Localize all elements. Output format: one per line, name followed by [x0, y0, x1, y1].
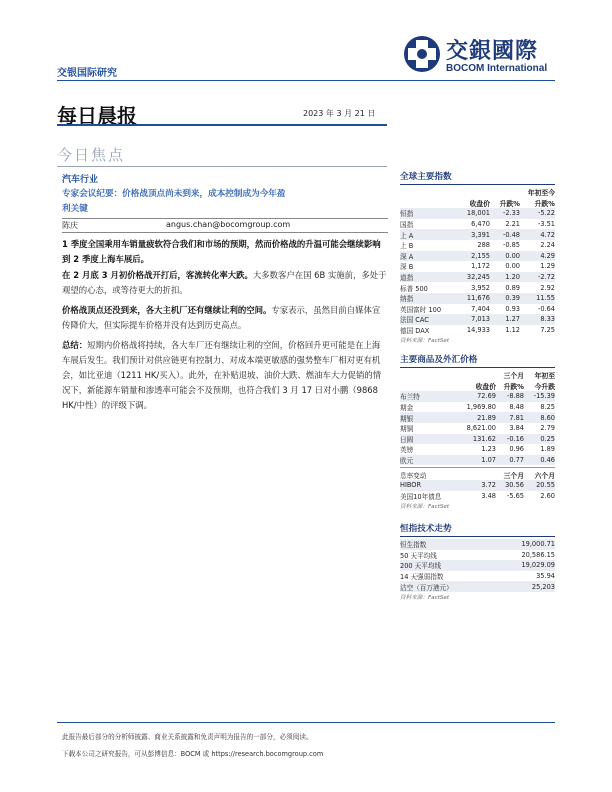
index-row	[400, 272, 555, 283]
commodity-ytd: 0.25	[524, 434, 555, 445]
table-header-row	[400, 381, 555, 392]
col-header: 升跌%	[534, 199, 555, 208]
rate-close: 3.72	[452, 480, 496, 491]
index-name: 恒指	[400, 208, 452, 219]
index-close: 18,001	[452, 208, 490, 219]
paragraph-lead: 价格战顶点还没到来，各大主机厂还有继续让利的空间。	[62, 305, 272, 315]
byline-top-divider	[62, 218, 388, 219]
technical-value: 25,203	[495, 581, 555, 592]
col-header: 年初至今	[527, 189, 555, 198]
commodity-3m-change: 8.48	[509, 403, 524, 412]
paragraph-text: 短期内价格战将持续，各大车厂还有继续让利的空间，价格回升更可能是在上海车展后发生。我们预计对供应链更有控制力、对成本端更敏感的强势整车厂相对更有机会，如比亚迪（1211 HK/买入）。此外，在补贴退坡、油价大跌、燃油车大力促销的情况下，新能源车销量和渗透率可能会不及预期，也符合我们 3 月 17 日对小鹏（9868 HK/中性）的评级下调。	[62, 340, 382, 410]
index-ytd: -3.51	[537, 220, 555, 229]
report-date: 2023 年 3 月 21 日	[303, 109, 376, 118]
index-ytd: 2.24	[540, 241, 555, 250]
source-note: 资料来源：FactSet	[400, 594, 450, 601]
footer-disclaimer: 此报告最后部分的分析师披露、商业关系披露和免责声明为报告的一部分，必须阅读。	[62, 733, 313, 741]
index-name: 上 A	[400, 229, 452, 240]
article-paragraph	[62, 303, 388, 333]
index-close: 32,245	[452, 272, 490, 283]
commodity-3m-change: 3.84	[509, 424, 524, 433]
commodity-name: 英镑	[400, 446, 414, 455]
commodity-name: 布兰特	[400, 391, 452, 402]
technical-value: 20,586.15	[521, 550, 555, 559]
index-ytd: -2.72	[520, 272, 555, 283]
commodities-table	[400, 370, 555, 465]
index-name: 国指	[400, 221, 414, 230]
index-close: 1,172	[471, 262, 490, 271]
technical-row	[400, 560, 555, 571]
index-change: 0.39	[490, 293, 520, 304]
rate-name: 美国10年债息	[400, 492, 442, 501]
index-ytd: 4.29	[520, 251, 555, 262]
index-name: 深 B	[400, 263, 414, 272]
bocom-logo-icon	[402, 34, 442, 74]
commodity-name: 期铜	[400, 425, 414, 434]
logo-chinese-name: 交銀國際	[446, 38, 539, 64]
source-note: 资料来源：FactSet	[400, 338, 450, 345]
index-close: 14,933	[466, 326, 490, 335]
index-change: 0.00	[490, 251, 520, 262]
technical-row	[400, 581, 555, 592]
rate-6m-change: 20.55	[524, 480, 555, 491]
index-change: 0.93	[505, 304, 520, 313]
index-change: 0.00	[505, 262, 520, 271]
commodity-row	[400, 455, 555, 466]
index-row	[400, 240, 555, 251]
author-email[interactable]: angus.chan@bocomgroup.com	[166, 220, 291, 229]
commodity-ytd: -15.39	[524, 391, 555, 402]
technical-value: 35.94	[536, 572, 555, 581]
commodity-close: 21.89	[452, 412, 496, 423]
index-row	[400, 208, 555, 219]
index-name: 英国富时 100	[400, 305, 442, 314]
commodity-row	[400, 402, 555, 413]
table-header-row	[400, 469, 555, 480]
index-name: 深 A	[400, 251, 452, 262]
index-row	[400, 314, 555, 325]
global-indices-table	[400, 187, 555, 335]
table-header-row	[400, 187, 555, 198]
commodity-row	[400, 412, 555, 423]
technical-name: 沽空（百万港元）	[400, 581, 495, 592]
author-name: 陈庆	[62, 221, 78, 230]
index-name: 德国 DAX	[400, 327, 430, 336]
index-close: 288	[477, 241, 490, 250]
col-header: 六个月	[534, 471, 555, 480]
index-change: -0.85	[502, 241, 520, 250]
commodity-row	[400, 423, 555, 434]
byline-bottom-divider	[62, 232, 388, 233]
commodity-close: 8,621.00	[466, 424, 496, 433]
research-org: 交银国际研究	[57, 68, 117, 79]
commodity-row	[400, 444, 555, 455]
footer-divider	[57, 722, 555, 723]
col-header: 收盘价	[469, 199, 490, 208]
technical-name: 14 天强弱指数	[400, 573, 444, 582]
index-ytd: -5.22	[520, 208, 555, 219]
index-ytd: 8.33	[520, 314, 555, 325]
table-header-row	[400, 370, 555, 381]
panel-divider	[400, 184, 555, 185]
index-name: 标普 500	[400, 284, 428, 293]
commodities-panel	[400, 353, 555, 510]
commodity-ytd: 2.79	[540, 424, 555, 433]
technical-row	[400, 539, 555, 550]
index-row	[400, 261, 555, 272]
logo-english-name: BOCOM International	[446, 63, 548, 74]
commodity-name: 欧元	[400, 455, 452, 466]
rate-row	[400, 491, 555, 502]
global-indices-title: 全球主要指数	[400, 172, 452, 182]
commodity-ytd: 8.60	[524, 412, 555, 423]
col-header: 年初至	[534, 372, 555, 381]
commodity-3m-change: 0.77	[496, 455, 524, 466]
source-note: 资料来源：FactSet	[400, 504, 450, 511]
section-subtitle: 今日焦点	[57, 146, 126, 164]
index-row	[400, 304, 555, 315]
hsi-technicals-title: 恒指技术走势	[400, 524, 452, 534]
col-header: 三个月	[503, 372, 524, 381]
rate-3m-change: 30.56	[496, 480, 524, 491]
paragraph-lead: 1 季度全国乘用车销量疲软符合我们和市场的预期，然而价格战的升温可能会继续影响到 2 季度上海车展后。	[62, 239, 381, 264]
article-paragraph	[62, 268, 388, 298]
panel-divider	[400, 536, 555, 537]
index-name: 道指	[400, 272, 452, 283]
commodity-row	[400, 391, 555, 402]
technical-row	[400, 571, 555, 582]
table-header-row	[400, 198, 555, 209]
article-paragraph	[62, 338, 388, 413]
index-ytd: 4.72	[520, 229, 555, 240]
commodity-3m-change: -8.88	[496, 391, 524, 402]
commodity-ytd: 1.89	[540, 445, 555, 454]
index-change: 1.27	[490, 314, 520, 325]
index-close: 11,676	[452, 293, 490, 304]
footer-download-note[interactable]: 下载本公司之研究报告，可从彭博信息：BOCM 或 https://research.bocomgroup.com	[62, 750, 324, 758]
technical-value: 19,029.09	[495, 560, 555, 571]
rates-header: 息率变动	[400, 471, 427, 480]
commodity-3m-change: -0.16	[496, 434, 524, 445]
panel-divider	[400, 367, 555, 368]
title-divider	[57, 124, 387, 126]
paragraph-text: 大多数客户在国 6B 实施前，多处于观望的心态，或等待更大的折扣。	[62, 270, 387, 295]
hsi-technicals-panel	[400, 522, 555, 601]
index-close: 3,391	[452, 229, 490, 240]
index-name: 纳指	[400, 293, 452, 304]
index-change: 1.12	[505, 326, 520, 335]
article-sector: 汽车行业	[62, 175, 99, 185]
index-row	[400, 293, 555, 304]
index-name: 上 B	[400, 242, 414, 251]
commodity-row	[400, 434, 555, 445]
col-header: 今升跌	[534, 382, 555, 391]
commodity-3m-change: 0.96	[509, 445, 524, 454]
rates-table	[400, 469, 555, 501]
index-change: -0.48	[490, 229, 520, 240]
index-ytd: -0.64	[537, 304, 555, 313]
technical-name: 200 天平均线	[400, 560, 495, 571]
hsi-technicals-table	[400, 539, 555, 592]
index-ytd: 2.92	[540, 283, 555, 292]
rates-divider	[400, 467, 555, 468]
rate-3m-change: -5.65	[506, 491, 524, 500]
commodity-ytd: 8.25	[540, 403, 555, 412]
commodity-close: 1.07	[452, 455, 496, 466]
paragraph-lead: 总结：	[62, 340, 88, 350]
index-close: 7,013	[452, 314, 490, 325]
index-row	[400, 282, 555, 293]
index-row	[400, 219, 555, 230]
rate-name: HIBOR	[400, 480, 452, 491]
commodity-close: 131.62	[452, 434, 496, 445]
index-change: -2.33	[490, 208, 520, 219]
rate-close: 3.48	[481, 491, 496, 500]
col-header: 升跌%	[499, 199, 520, 208]
global-indices-panel	[400, 170, 555, 344]
index-ytd: 7.25	[540, 326, 555, 335]
rate-row	[400, 480, 555, 491]
subtitle-divider	[57, 166, 387, 167]
index-close: 7,404	[471, 304, 490, 313]
index-change: 0.89	[505, 283, 520, 292]
index-change: 2.21	[505, 220, 520, 229]
technical-row	[400, 550, 555, 561]
commodity-name: 日圆	[400, 434, 452, 445]
index-close: 2,155	[452, 251, 490, 262]
index-change: 1.20	[490, 272, 520, 283]
header-divider	[57, 80, 555, 81]
technical-name: 恒生指数	[400, 539, 495, 550]
commodity-ytd: 0.46	[524, 455, 555, 466]
commodity-close: 72.69	[452, 391, 496, 402]
index-row	[400, 325, 555, 336]
index-row	[400, 229, 555, 240]
paragraph-text: 专家表示，虽然目前自媒体宣传降价大，但实际提车价格并没有达到历史高点。	[62, 305, 381, 330]
article-headline[interactable]: 专家会议纪要：价格战顶点尚未到来，成本控制成为今年盈利关键	[62, 189, 286, 214]
paragraph-lead: 在 2 月底 3 月初价格战开打后，客流转化率大跌。	[62, 270, 253, 280]
index-name: 法国 CAC	[400, 314, 452, 325]
rate-6m-change: 2.60	[540, 491, 555, 500]
commodity-close: 1.23	[481, 445, 496, 454]
commodity-3m-change: 7.81	[496, 412, 524, 423]
commodity-name: 期金	[400, 404, 414, 413]
page-title: 每日晨报	[57, 104, 137, 128]
commodity-close: 1,969.80	[466, 403, 496, 412]
byline	[62, 220, 387, 232]
commodities-title: 主要商品及外汇价格	[400, 355, 478, 365]
col-header: 升跌%	[503, 382, 524, 391]
commodity-name: 期银	[400, 412, 452, 423]
col-header: 收盘价	[475, 382, 496, 391]
index-close: 6,470	[471, 220, 490, 229]
col-header: 三个月	[503, 471, 524, 480]
index-row	[400, 251, 555, 262]
index-close: 3,952	[471, 283, 490, 292]
bocom-logo	[402, 32, 582, 80]
article-paragraph	[62, 237, 388, 267]
index-ytd: 1.29	[540, 262, 555, 271]
index-ytd: 11.55	[520, 293, 555, 304]
technical-name: 50 天平均线	[400, 551, 437, 560]
technical-value: 19,000.71	[495, 539, 555, 550]
